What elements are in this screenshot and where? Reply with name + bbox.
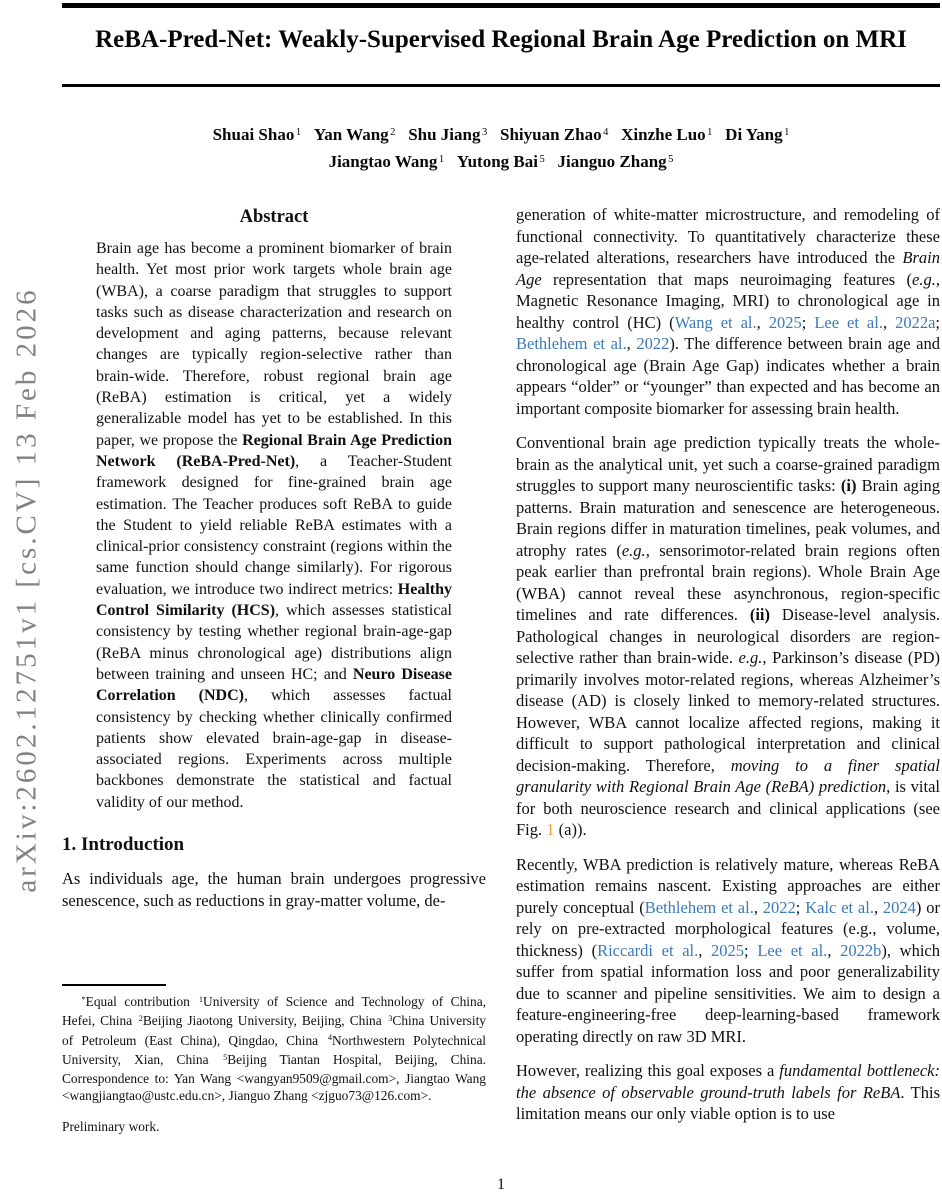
text-run: representation that maps neuroimaging features ( (541, 269, 913, 289)
text-run: ; (801, 312, 815, 332)
text-run (444, 152, 457, 171)
text-run: ) or rely on pre-extracted morphological features (e.g., volume, thickness) ( (516, 897, 940, 960)
text-run (545, 152, 558, 171)
citation-link[interactable]: 2022a (895, 312, 936, 332)
bold-text: Regional Brain Age Prediction Network (ReBA-Pred-Net) (96, 431, 453, 470)
preliminary-note: Preliminary work. (62, 1118, 160, 1134)
text-run: Brain age has become a prominent biomarker of brain health. Yet most prior work targets whole brain age (WBA), a coarse paradigm that struggles to support tasks such as disease characterization and research on development and aging patterns, because relevant changes are typically region-selective rather than brain-wide. Therefore, robust regional brain age (ReBA) estimation is critical, yet a widely generalizable model has yet to be established. In this paper, we propose the (96, 240, 452, 449)
paragraph (516, 204, 940, 419)
text-run: , which assesses factual consistency by checking whether clinically confirmed patients show elevated brain-age-gap in disease-associated regions. Experiments across multiple backbones demonstrate the statistical and factual validity of our method. (96, 687, 453, 811)
paragraph (516, 1060, 940, 1125)
author-line-1 (62, 123, 940, 150)
text-run: Beijing Jiaotong University, Beijing, China (142, 1013, 387, 1029)
superscript: 4 (327, 1033, 332, 1043)
text-run: , (873, 897, 883, 917)
text-run: , sensorimotor-related brain regions often peak earlier than prefrontal brain regions). Whole Brain Age (WBA) cannot reveal these asynchronous, region-specific timelines and rate differences. (516, 540, 941, 624)
abstract-heading: Abstract (239, 207, 309, 227)
superscript: 1 (295, 126, 302, 138)
superscript: 3 (388, 1013, 393, 1023)
superscript: 1 (784, 126, 790, 138)
citation-link[interactable]: 2022 (762, 897, 796, 917)
text-run: , a Teacher-Student framework designed for fine-grained brain age estimation. The Teacher produces soft ReBA to guide the Student to yield reliable ReBA estimates with a clinical-prior consistency constraint (regions within the same function should change similarly). For rigorous evaluation, we introduce two indirect metrics: (96, 452, 452, 598)
text-run (608, 125, 621, 144)
right-column (516, 204, 940, 1138)
text-run: . This limitation means our only viable option is to use (516, 1082, 940, 1123)
footnote-rule (62, 984, 166, 986)
author-name: Jianguo Zhang (557, 152, 667, 171)
text-run: Conventional brain age prediction typically treats the whole-brain as the analytical unit, yet such a coarse-grained paradigm struggles to support many neuroscientific tasks: (516, 433, 940, 495)
paragraph (516, 854, 940, 1048)
text-run: Recently, WBA prediction is relatively mature, whereas ReBA estimation remains nascent. Existing approaches are either purely conceptual ( (516, 854, 940, 917)
text-run: , which assesses statistical consistency by testing whether regional brain-age-gap (ReBA minus chronological age) distributions align between training and unseen HC; and (96, 602, 452, 683)
citation-link[interactable]: 2025 (711, 940, 745, 960)
affiliations-footnote (62, 993, 486, 1105)
citation-link[interactable]: Lee et al. (757, 940, 828, 960)
author-name: Yutong Bai (456, 152, 538, 171)
citation-link[interactable]: 2024 (882, 897, 916, 917)
left-column (62, 205, 486, 924)
superscript: 1 (438, 153, 445, 165)
citation-link[interactable]: 2022b (840, 940, 882, 960)
arxiv-watermark: arXiv:2602.12751v1 [cs.CV] 13 Feb 2026 (10, 287, 43, 893)
superscript: 5 (223, 1052, 228, 1062)
citation-link[interactable]: Wang et al. (674, 312, 757, 332)
author-line-2 (62, 150, 940, 177)
superscript: 2 (390, 126, 396, 138)
text-run: ). The difference between brain age and chronological age (Brain Age Gap) indicates whether a brain appears “older” or “younger” than expected and has become an important composite biomarker for assessing brain health. (516, 334, 941, 418)
text-run: ), which suffer from spatial information loss and poor generalizability due to scanner and pipeline sensitivities. We aim to design a feature-engineering-free deep-learning-based framework operating directly on raw 3D MRI. (516, 940, 940, 1046)
paper-title: ReBA-Pred-Net: Weakly-Supervised Regional Brain Age Prediction on MRI (95, 26, 907, 53)
italic-text: fundamental bottleneck: the absence of observable ground-truth labels for ReBA (516, 1061, 940, 1102)
header-rule-top (62, 3, 940, 8)
text-run (395, 125, 408, 144)
citation-link[interactable]: Riccardi et al. (597, 940, 699, 960)
text-run: generation of white-matter microstructure, and remodeling of functional connectivity. To quantitatively characterize these age-related alterations, researchers have introduced the (516, 205, 940, 267)
figure-ref-link[interactable]: 1 (546, 820, 555, 839)
bold-text: Healthy Control Similarity (HCS) (96, 580, 452, 620)
text-run: ; (795, 897, 806, 917)
bold-text: (ii) (749, 605, 770, 624)
text-run: , (882, 312, 896, 332)
citation-link[interactable]: Lee et al. (814, 312, 883, 332)
superscript: 1 (707, 126, 713, 138)
text-run: (a)). (554, 820, 587, 839)
superscript: 2 (138, 1013, 143, 1023)
paragraph (516, 432, 940, 841)
footnote-block (62, 984, 486, 1135)
author-name: Yan Wang (313, 125, 389, 144)
author-name: Di Yang (725, 125, 783, 144)
text-run: , (827, 940, 841, 960)
text-run: China University of Petroleum (East China), Qingdao, China (62, 1013, 487, 1048)
text-run: However, realizing this goal exposes a (516, 1061, 780, 1080)
introduction-paragraph (62, 868, 486, 911)
citation-link[interactable]: 2025 (768, 312, 802, 332)
text-run: University of Science and Technology of China, Hefei, China (62, 994, 487, 1029)
text-run (487, 125, 500, 144)
author-name: Xinzhe Luo (621, 125, 706, 144)
text-run: Brain aging patterns. Brain maturation and senescence are heterogeneous. Brain regions differ in maturation timelines, peak volumes, and atrophy rates ( (516, 476, 940, 560)
author-name: Shu Jiang (408, 125, 481, 144)
text-run: Equal contribution (85, 994, 198, 1009)
author-name: Shiyuan Zhao (500, 125, 602, 144)
citation-link[interactable]: 2022 (636, 334, 670, 353)
section-heading-introduction: 1. Introduction (62, 834, 185, 856)
author-name: Jiangtao Wang (328, 152, 438, 171)
bold-text: (i) (840, 476, 857, 495)
text-run: Disease-level analysis. Pathological changes in neurological disorders are region-selective rather than brain-wide. (516, 605, 940, 667)
italic-text: e.g. (738, 648, 763, 667)
bold-text: Neuro Disease Correlation (NDC) (96, 665, 452, 705)
italic-text: e.g. (912, 269, 936, 289)
text-run: , (753, 897, 763, 917)
superscript: 5 (539, 153, 545, 165)
page-number: 1 (497, 1176, 505, 1193)
superscript: 3 (481, 126, 488, 138)
text-run: , Parkinson’s disease (PD) primarily involves motor-related regions, whereas Alzheimer’s disease (AD) is closely linked to memory-related structures. However, WBA cannot localize affected regions, making it difficult to support pathological interpretation and clinical decision-making. Therefore, (516, 648, 940, 775)
italic-text: e.g. (621, 540, 646, 560)
superscript: 4 (603, 126, 609, 138)
citation-link[interactable]: Kalc et al. (805, 897, 874, 917)
abstract-paragraph (96, 238, 452, 813)
italic-text: Brain Age (516, 248, 940, 289)
header-rule-bottom (62, 84, 940, 87)
superscript: * (81, 994, 86, 1004)
text-run: ; (935, 312, 940, 332)
text-run: ; (744, 940, 758, 960)
italic-text: moving to a finer spatial granularity with Regional Brain Age (ReBA) prediction (516, 755, 940, 796)
superscript: 5 (668, 153, 674, 165)
author-block (62, 123, 940, 177)
text-run (301, 125, 314, 144)
citation-link[interactable]: Bethlehem et al. (644, 897, 754, 917)
author-name: Shuai Shao (212, 125, 295, 144)
superscript: 1 (198, 994, 204, 1004)
text-run: , is vital for both neuroscience research and clinical applications (see Fig. (516, 777, 940, 839)
text-run: As individuals age, the human brain undergoes progressive senescence, such as reductions in gray-matter volume, de- (62, 869, 486, 910)
text-run: , (756, 312, 769, 332)
text-run: , (626, 334, 637, 353)
text-run: , Magnetic Resonance Imaging, MRI) to chronological age in healthy control (HC) ( (516, 269, 940, 332)
text-run: Beijing Tiantan Hospital, Beijing, China. Correspondence to: Yan Wang <wangyan9509@gmail.com>, Jiangtao Wang <wangjiangtao@ustc.edu.cn>, Jianguo Zhang <zjguo73@126.com>. (62, 1051, 486, 1104)
text-run: Northwestern Polytechnical University, Xian, China (62, 1032, 486, 1067)
text-run: , (698, 940, 712, 960)
text-run (712, 125, 725, 144)
citation-link[interactable]: Bethlehem et al. (516, 334, 627, 353)
